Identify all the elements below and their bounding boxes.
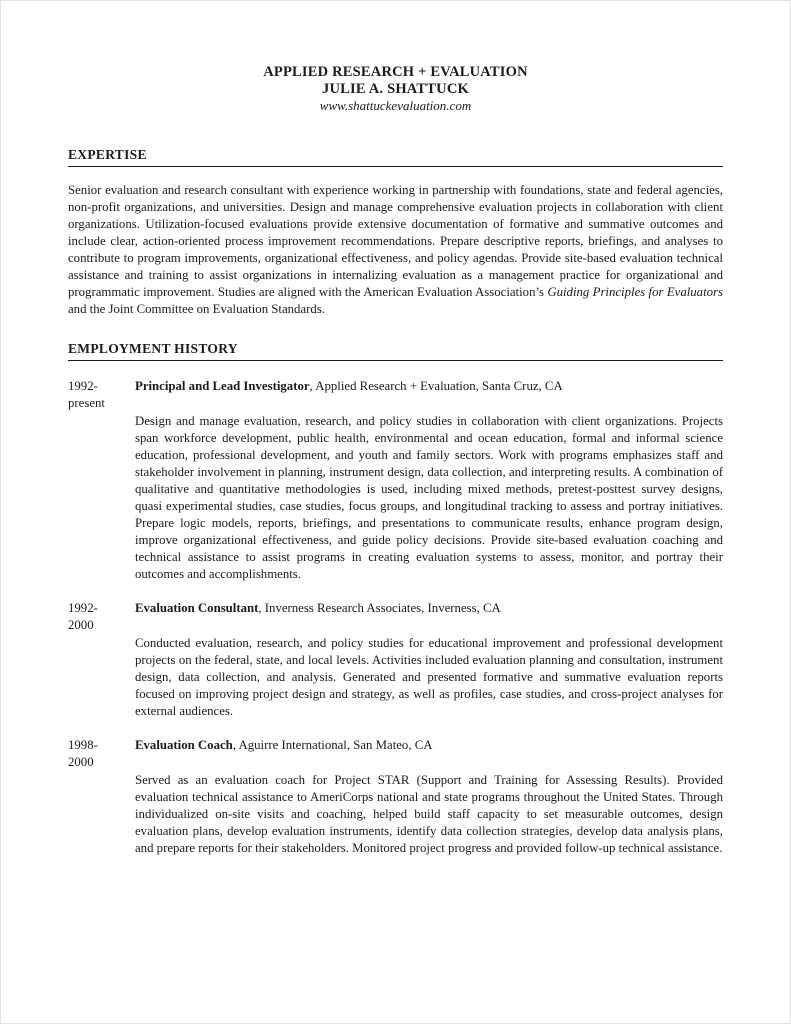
job-date-start: 1992- <box>68 601 98 615</box>
job-content <box>135 378 723 583</box>
job-org-location: , Applied Research + Evaluation, Santa Cruz, CA <box>309 379 563 393</box>
website-url: www.shattuckevaluation.com <box>319 98 472 113</box>
job-title-line <box>135 600 723 617</box>
job-entry-principal-investigator <box>68 378 723 583</box>
job-title-line <box>135 378 723 395</box>
job-date-end: 2000 <box>68 755 94 769</box>
job-content <box>135 737 723 857</box>
employment-history-heading: EMPLOYMENT HISTORY <box>68 341 723 361</box>
job-date-start: 1998- <box>68 738 98 752</box>
job-dates <box>68 737 135 857</box>
expertise-italic-phrase: Guiding Principles for Evaluators <box>547 285 723 299</box>
job-content <box>135 600 723 720</box>
expertise-text-before-italic: Senior evaluation and research consultant with experience working in partnership with foundations, state and federal agencies, non-profit organizations, and universities. Design and manage comprehensive evaluation projects in collaboration with client organizations. Utilization-focused evaluations provide extensive documentation of formative and summative outcomes and include clear, action-oriented process improvement recommendations. Prepare descriptive reports, briefings, and analyses to contribute to program improvements, organizational effectiveness, and policy agendas. Provide site-based evaluation technical assistance and training to assist organizations in internalizing evaluation as a management practice for organizational and programmatic improvement. Studies are aligned with the American Evaluation Association’s <box>68 183 723 299</box>
expertise-section <box>68 147 723 318</box>
job-dates <box>68 600 135 720</box>
job-date-end: present <box>68 396 105 410</box>
org-name: APPLIED RESEARCH + EVALUATION <box>263 64 528 80</box>
job-entry-evaluation-coach <box>68 737 723 857</box>
job-date-start: 1992- <box>68 379 98 393</box>
job-title: Principal and Lead Investigator <box>135 379 310 393</box>
job-title-line <box>135 737 723 754</box>
resume-header <box>68 64 723 114</box>
job-description: Served as an evaluation coach for Project STAR (Support and Training for Assessing Results). Provided evaluation technical assistance to AmeriCorps national and state programs throughout the United States. Through individualized on-site visits and coaching, helped build staff capacity to set measurable outcomes, design evaluation plans, develop evaluation instruments, identify data collection strategies, develop data analysis plans, and prepare reports for their stakeholders. Monitored project progress and provided follow-up technical assistance. <box>135 773 723 855</box>
expertise-text-after-italic: and the Joint Committee on Evaluation Standards. <box>68 302 325 316</box>
job-dates <box>68 378 135 583</box>
job-entry-evaluation-consultant <box>68 600 723 720</box>
job-description: Conducted evaluation, research, and policy studies for educational improvement and professional development projects on the federal, state, and local levels. Activities included evaluation planning and consultation, instrument design, data collection, and analysis. Generated and presented formative and summative evaluation reports focused on improving project design and strategy, as well as profiles, case studies, and cross-project analyses for external audiences. <box>135 636 723 718</box>
job-title: Evaluation Coach <box>135 738 233 752</box>
job-org-location: , Aguirre International, San Mateo, CA <box>232 738 433 752</box>
job-list <box>68 378 723 857</box>
expertise-heading: EXPERTISE <box>68 147 723 167</box>
person-name: JULIE A. SHATTUCK <box>322 81 469 97</box>
job-org-location: , Inverness Research Associates, Inverness, CA <box>258 601 501 615</box>
job-title: Evaluation Consultant <box>135 601 259 615</box>
employment-history-section <box>68 341 723 857</box>
job-description: Design and manage evaluation, research, and policy studies in collaboration with client organizations. Projects span workforce development, public health, environmental and ocean education, formal and informal science education, professional development, and youth and family sectors. Work with programs emphasizes staff and stakeholder involvement in planning, instrument design, data collection, and interpreting results. A combination of qualitative and quantitative methodologies is used, including mixed methods, pretest-posttest survey designs, quasi experimental studies, case studies, focus groups, and longitudinal tracking to assess and portray initiatives. Prepare logic models, reports, briefings, and presentations to communicate results, enhance program design, improve organizational effectiveness, and guide policy decisions. Provide site-based evaluation coaching and technical assistance to assist programs in creating evaluation systems to assess, monitor, and portray their outcomes and accomplishments. <box>135 414 723 581</box>
expertise-paragraph <box>68 182 723 318</box>
job-date-end: 2000 <box>68 618 94 632</box>
